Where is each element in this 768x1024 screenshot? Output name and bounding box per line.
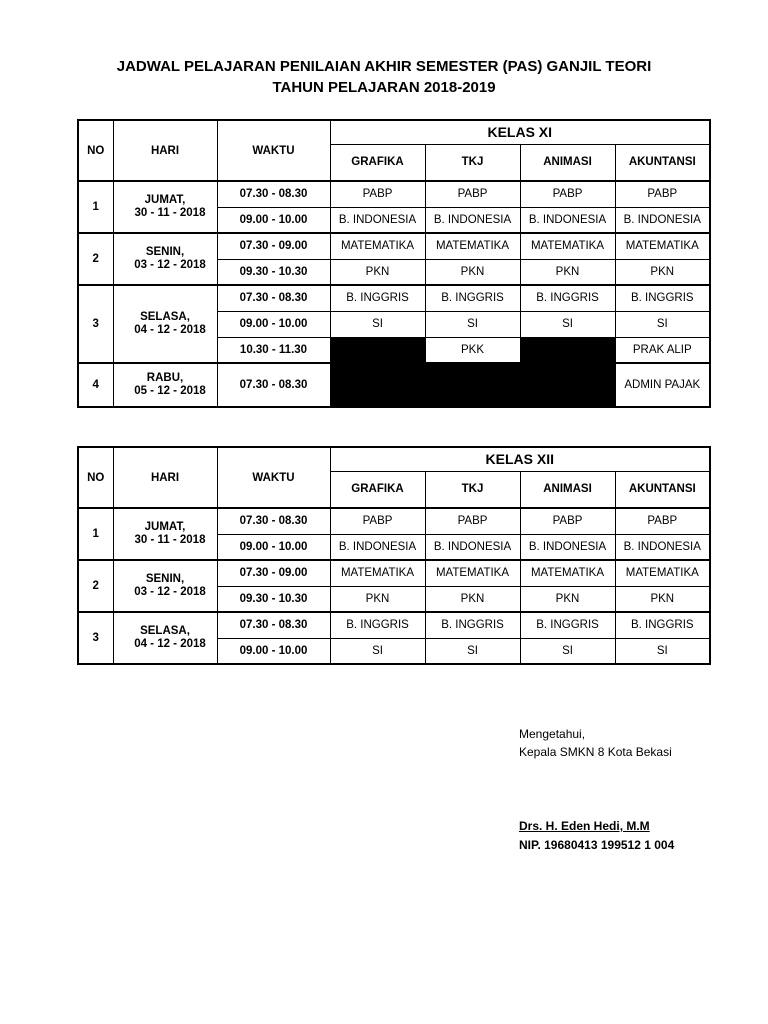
day-date: 30 - 11 - 2018 xyxy=(134,207,206,219)
subject-cell: SI xyxy=(330,311,425,337)
subject-cell: PABP xyxy=(425,181,520,207)
blocked-cell xyxy=(330,363,425,407)
subject-cell: SI xyxy=(615,638,710,664)
subject-cell: PKN xyxy=(520,259,615,285)
subject-cell: B. INDONESIA xyxy=(520,207,615,233)
subject-cell: B. INGGRIS xyxy=(425,285,520,311)
subject-cell: PKN xyxy=(425,259,520,285)
subject-cell: B. INDONESIA xyxy=(330,534,425,560)
time-cell: 07.30 - 09.00 xyxy=(217,233,330,259)
signature-name: Drs. H. Eden Hedi, M.M xyxy=(519,819,650,833)
subject-cell: B. INDONESIA xyxy=(425,534,520,560)
day-date: 04 - 12 - 2018 xyxy=(134,324,206,336)
time-cell: 09.00 - 10.00 xyxy=(217,207,330,233)
subject-cell: B. INGGRIS xyxy=(615,285,710,311)
day-cell xyxy=(113,508,217,560)
subject-cell: B. INGGRIS xyxy=(425,612,520,638)
day-cell xyxy=(113,181,217,233)
day-date: 30 - 11 - 2018 xyxy=(134,534,206,546)
subject-cell: PRAK ALIP xyxy=(615,337,710,363)
subject-cell: PKN xyxy=(330,259,425,285)
day-date: 04 - 12 - 2018 xyxy=(134,638,206,650)
subject-cell: B. INDONESIA xyxy=(615,207,710,233)
subject-cell: SI xyxy=(425,638,520,664)
subject-cell: B. INDONESIA xyxy=(520,534,615,560)
header-tkj: TKJ xyxy=(425,471,520,508)
subject-cell: B. INGGRIS xyxy=(615,612,710,638)
table-row xyxy=(78,233,710,259)
header-kelas: KELAS XII xyxy=(330,447,710,471)
day-cell xyxy=(113,363,217,407)
subject-cell: PABP xyxy=(615,181,710,207)
row-number: 1 xyxy=(78,508,113,560)
subject-cell: ADMIN PAJAK xyxy=(615,363,710,407)
subject-cell: PKN xyxy=(330,586,425,612)
subject-cell: B. INDONESIA xyxy=(615,534,710,560)
blocked-cell xyxy=(330,337,425,363)
day-cell xyxy=(113,612,217,664)
subject-cell: SI xyxy=(520,311,615,337)
row-number: 3 xyxy=(78,285,113,363)
header-akuntansi: AKUNTANSI xyxy=(615,144,710,181)
day-name: SENIN, xyxy=(145,246,185,258)
row-number: 4 xyxy=(78,363,113,407)
subject-cell: MATEMATIKA xyxy=(330,233,425,259)
subject-cell: PKN xyxy=(615,586,710,612)
day-name: JUMAT, xyxy=(144,521,186,533)
header-waktu: WAKTU xyxy=(217,120,330,181)
subject-cell: MATEMATIKA xyxy=(425,560,520,586)
time-cell: 09.00 - 10.00 xyxy=(217,638,330,664)
time-cell: 09.00 - 10.00 xyxy=(217,534,330,560)
table-row xyxy=(78,508,710,534)
subject-cell: B. INGGRIS xyxy=(330,285,425,311)
day-date: 03 - 12 - 2018 xyxy=(134,586,206,598)
subject-cell: B. INGGRIS xyxy=(520,285,615,311)
subject-cell: SI xyxy=(615,311,710,337)
time-cell: 07.30 - 08.30 xyxy=(217,612,330,638)
subject-cell: MATEMATIKA xyxy=(520,233,615,259)
row-number: 2 xyxy=(78,560,113,612)
row-number: 3 xyxy=(78,612,113,664)
subject-cell: B. INGGRIS xyxy=(330,612,425,638)
subject-cell: MATEMATIKA xyxy=(615,233,710,259)
subject-cell: MATEMATIKA xyxy=(615,560,710,586)
header-animasi: ANIMASI xyxy=(520,144,615,181)
subject-cell: PKN xyxy=(615,259,710,285)
document-subtitle: TAHUN PELAJARAN 2018-2019 xyxy=(272,79,496,96)
blocked-cell xyxy=(520,363,615,407)
blocked-cell xyxy=(520,337,615,363)
subject-cell: SI xyxy=(520,638,615,664)
table-row xyxy=(78,181,710,207)
header-no: NO xyxy=(78,120,113,181)
subject-cell: PABP xyxy=(330,508,425,534)
subject-cell: PABP xyxy=(615,508,710,534)
time-cell: 07.30 - 09.00 xyxy=(217,560,330,586)
table-row xyxy=(78,560,710,586)
header-tkj: TKJ xyxy=(425,144,520,181)
schedule-table-kelas-xi xyxy=(77,119,711,408)
subject-cell: PABP xyxy=(520,181,615,207)
day-cell xyxy=(113,560,217,612)
day-name: SENIN, xyxy=(145,573,185,585)
subject-cell: MATEMATIKA xyxy=(425,233,520,259)
subject-cell: PABP xyxy=(520,508,615,534)
signature-acknowledgement: Mengetahui, xyxy=(519,727,586,741)
day-cell xyxy=(113,233,217,285)
header-grafika: GRAFIKA xyxy=(330,471,425,508)
day-name: RABU, xyxy=(146,372,184,384)
subject-cell: B. INGGRIS xyxy=(520,612,615,638)
row-number: 1 xyxy=(78,181,113,233)
table-row xyxy=(78,285,710,311)
header-waktu: WAKTU xyxy=(217,447,330,508)
time-cell: 07.30 - 08.30 xyxy=(217,363,330,407)
day-cell xyxy=(113,285,217,363)
subject-cell: PKK xyxy=(425,337,520,363)
subject-cell: PKN xyxy=(425,586,520,612)
subject-cell: B. INDONESIA xyxy=(425,207,520,233)
time-cell: 07.30 - 08.30 xyxy=(217,508,330,534)
header-grafika: GRAFIKA xyxy=(330,144,425,181)
table-row xyxy=(78,363,710,407)
signature-position: Kepala SMKN 8 Kota Bekasi xyxy=(519,745,672,759)
subject-cell: MATEMATIKA xyxy=(330,560,425,586)
day-name: SELASA, xyxy=(140,625,190,637)
signature-nip: NIP. 19680413 199512 1 004 xyxy=(519,838,675,852)
day-date: 03 - 12 - 2018 xyxy=(134,259,206,271)
blocked-cell xyxy=(425,363,520,407)
day-name: JUMAT, xyxy=(144,194,186,206)
subject-cell: SI xyxy=(425,311,520,337)
document-title: JADWAL PELAJARAN PENILAIAN AKHIR SEMESTER (PAS) GANJIL TEORI xyxy=(116,58,652,75)
row-number: 2 xyxy=(78,233,113,285)
subject-cell: PKN xyxy=(520,586,615,612)
time-cell: 09.00 - 10.00 xyxy=(217,311,330,337)
header-hari: HARI xyxy=(113,120,217,181)
time-cell: 09.30 - 10.30 xyxy=(217,259,330,285)
header-kelas: KELAS XI xyxy=(330,120,710,144)
header-no: NO xyxy=(78,447,113,508)
day-date: 05 - 12 - 2018 xyxy=(134,385,206,397)
time-cell: 09.30 - 10.30 xyxy=(217,586,330,612)
day-name: SELASA, xyxy=(140,311,190,323)
subject-cell: SI xyxy=(330,638,425,664)
subject-cell: PABP xyxy=(330,181,425,207)
subject-cell: MATEMATIKA xyxy=(520,560,615,586)
time-cell: 10.30 - 11.30 xyxy=(217,337,330,363)
schedule-table-kelas-xii xyxy=(77,446,711,665)
subject-cell: B. INDONESIA xyxy=(330,207,425,233)
header-akuntansi: AKUNTANSI xyxy=(615,471,710,508)
header-hari: HARI xyxy=(113,447,217,508)
time-cell: 07.30 - 08.30 xyxy=(217,285,330,311)
time-cell: 07.30 - 08.30 xyxy=(217,181,330,207)
header-animasi: ANIMASI xyxy=(520,471,615,508)
table-row xyxy=(78,612,710,638)
subject-cell: PABP xyxy=(425,508,520,534)
